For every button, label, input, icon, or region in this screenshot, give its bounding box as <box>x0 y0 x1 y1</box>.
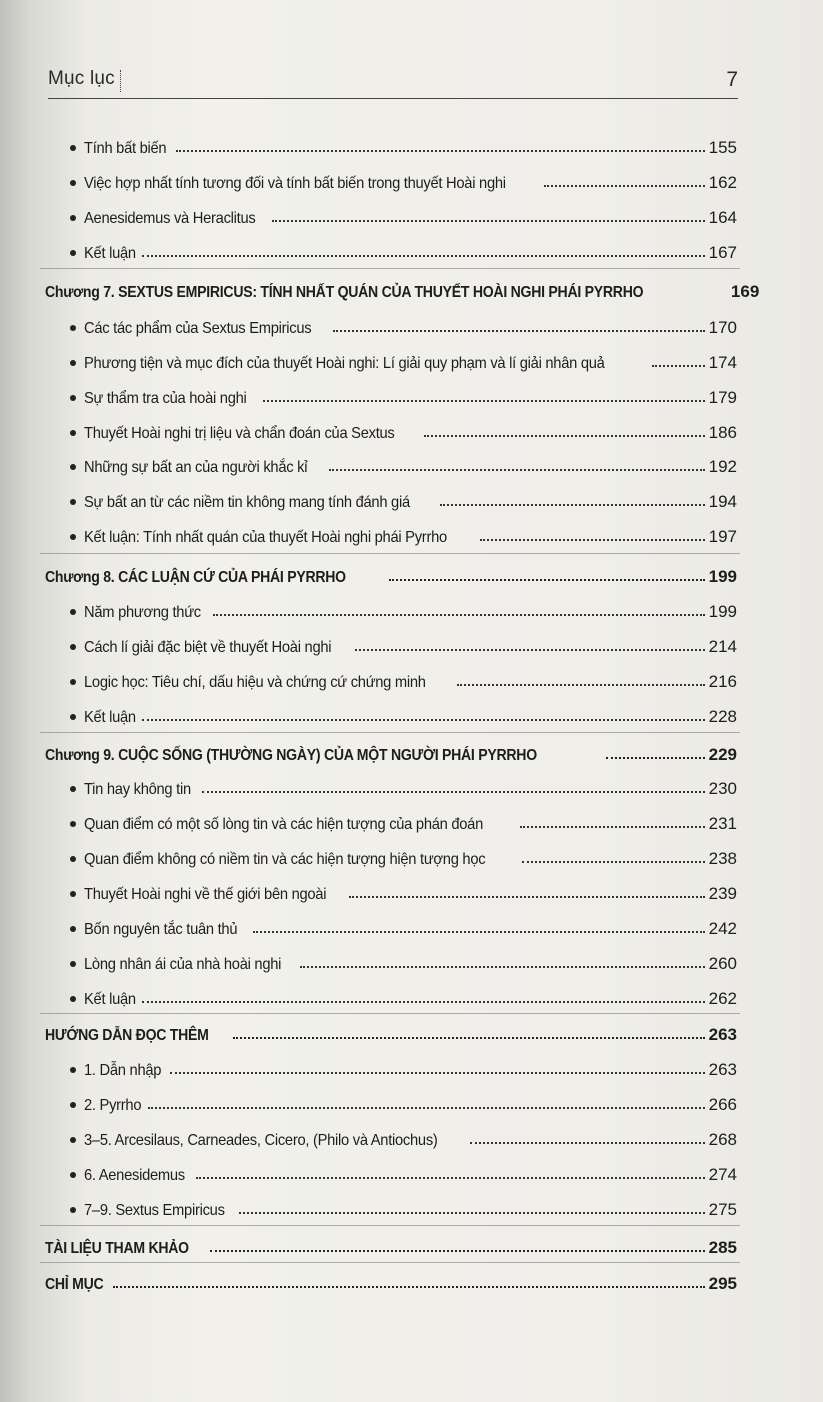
section-divider <box>40 1225 740 1226</box>
toc-item[interactable] <box>70 1190 737 1220</box>
bullet-icon <box>70 180 76 186</box>
section-title: TÀI LIỆU THAM KHẢO <box>45 1240 189 1257</box>
toc-item[interactable] <box>70 343 737 373</box>
toc-item-label: Kết luận: Tính nhất quán của thuyết Hoài nghi phái Pyrrho <box>84 529 447 546</box>
bullet-icon <box>70 1137 76 1143</box>
bullet-icon <box>70 996 76 1002</box>
toc-item-page: 266 <box>708 1095 737 1114</box>
toc-item-page: 170 <box>708 318 737 337</box>
section-divider <box>40 1013 740 1014</box>
section-page: 263 <box>708 1025 737 1044</box>
bullet-icon <box>70 644 76 650</box>
toc-item-label: Tính bất biến <box>84 140 167 157</box>
section-divider <box>40 553 740 554</box>
dot-leader <box>457 684 704 686</box>
toc-item-page: 263 <box>708 1060 737 1079</box>
chapter-title: Chương 9. CUỘC SỐNG (THƯỜNG NGÀY) CỦA MỘT NGƯỜI PHÁI PYRRHO <box>45 747 537 764</box>
toc-item-label: Phương tiện và mục đích của thuyết Hoài nghi: Lí giải quy phạm và lí giải nhân quả <box>84 355 605 372</box>
section-divider <box>40 732 740 733</box>
bullet-icon <box>70 1067 76 1073</box>
bullet-icon <box>70 1102 76 1108</box>
toc-item-label: Sự bất an từ các niềm tin không mang tính đánh giá <box>84 494 410 511</box>
bullet-icon <box>70 786 76 792</box>
toc-item-label: Tin hay không tin <box>84 781 191 798</box>
bullet-icon <box>70 926 76 932</box>
toc-item[interactable] <box>70 308 737 338</box>
toc-item[interactable] <box>70 979 737 1009</box>
toc-item[interactable] <box>70 944 737 974</box>
dot-leader <box>142 1001 704 1003</box>
dot-leader <box>253 931 705 933</box>
section-title: HƯỚNG DẪN ĐỌC THÊM <box>45 1027 209 1044</box>
section-page: 285 <box>708 1238 737 1257</box>
bullet-icon <box>70 250 76 256</box>
toc-item-page: 186 <box>708 423 737 442</box>
toc-item-label: Kết luận <box>84 709 136 726</box>
toc-item-label: Thuyết Hoài nghi trị liệu và chẩn đoán của Sextus <box>84 425 395 442</box>
toc-further-reading[interactable] <box>45 1015 737 1045</box>
toc-item[interactable] <box>70 909 737 939</box>
chapter-page: 199 <box>708 567 737 586</box>
toc-item-label: Bốn nguyên tắc tuân thủ <box>84 921 238 938</box>
bullet-icon <box>70 215 76 221</box>
dot-leader <box>263 400 705 402</box>
dot-leader <box>142 719 704 721</box>
header-title: Mục lục <box>48 68 115 89</box>
toc-index[interactable] <box>45 1264 737 1294</box>
toc-item[interactable] <box>70 874 737 904</box>
bullet-icon <box>70 1172 76 1178</box>
toc-item-label: Năm phương thức <box>84 604 201 621</box>
toc-item-page: 228 <box>708 707 737 726</box>
toc-item-label: Logic học: Tiêu chí, dấu hiệu và chứng cứ chứng minh <box>84 674 426 691</box>
bullet-icon <box>70 360 76 366</box>
bullet-icon <box>70 891 76 897</box>
toc-item-page: 179 <box>708 388 737 407</box>
dot-leader <box>170 1072 705 1074</box>
toc-item-page: 268 <box>708 1130 737 1149</box>
chapter-page: 169 <box>730 282 760 301</box>
toc-item-label: Quan điểm có một số lòng tin và các hiện tượng của phán đoán <box>84 816 484 833</box>
toc-item-page: 199 <box>708 602 737 621</box>
toc-item[interactable] <box>70 592 737 622</box>
dot-leader <box>142 255 704 257</box>
toc-item-label: 7–9. Sextus Empiricus <box>84 1202 225 1219</box>
toc-item-page: 239 <box>708 884 737 903</box>
dot-leader <box>424 435 705 437</box>
toc-item-page: 275 <box>708 1200 737 1219</box>
toc-item[interactable] <box>70 662 737 692</box>
toc-item[interactable] <box>70 163 737 193</box>
dot-leader <box>272 220 704 222</box>
toc-item-page: 216 <box>708 672 737 691</box>
toc-item-page: 155 <box>708 138 737 157</box>
toc-item-label: Quan điểm không có niềm tin và các hiện tượng hiện tượng học <box>84 851 486 868</box>
dot-leader <box>652 365 705 367</box>
toc-item[interactable] <box>70 517 737 547</box>
toc-item-page: 238 <box>708 849 737 868</box>
dot-leader <box>329 469 705 471</box>
header-page-number: 7 <box>726 68 738 91</box>
dot-leader <box>544 185 704 187</box>
dot-leader <box>349 896 704 898</box>
toc-item[interactable] <box>70 839 737 869</box>
dot-leader <box>213 614 705 616</box>
chapter-page: 229 <box>708 745 737 764</box>
toc-chapter-8[interactable] <box>45 557 737 587</box>
dot-leader <box>606 757 705 759</box>
toc-item[interactable] <box>70 1050 737 1080</box>
bullet-icon <box>70 325 76 331</box>
section-title: CHỈ MỤC <box>45 1276 104 1293</box>
toc-item[interactable] <box>70 769 737 799</box>
dot-leader <box>389 579 705 581</box>
toc-item[interactable] <box>70 447 737 477</box>
toc-item-label: Thuyết Hoài nghi về thế giới bên ngoài <box>84 886 327 903</box>
bullet-icon <box>70 395 76 401</box>
toc-item-page: 162 <box>708 173 737 192</box>
bullet-icon <box>70 679 76 685</box>
section-divider <box>40 1262 740 1263</box>
dot-leader <box>480 539 704 541</box>
toc-item-page: 262 <box>708 989 737 1008</box>
dot-leader <box>522 861 704 863</box>
dot-leader <box>470 1142 704 1144</box>
dot-leader <box>239 1212 705 1214</box>
bullet-icon <box>70 499 76 505</box>
toc-item[interactable] <box>70 378 737 408</box>
header-rule <box>48 98 738 99</box>
toc-item-label: 1. Dẫn nhập <box>84 1062 162 1079</box>
toc-item[interactable] <box>70 413 737 443</box>
toc-item-page: 274 <box>708 1165 737 1184</box>
bullet-icon <box>70 145 76 151</box>
toc-item-page: 197 <box>708 527 737 546</box>
section-divider <box>40 268 740 269</box>
bullet-icon <box>70 609 76 615</box>
toc-item[interactable] <box>70 233 737 263</box>
toc-item[interactable] <box>70 1120 737 1150</box>
bullet-icon <box>70 821 76 827</box>
dot-leader <box>196 1177 705 1179</box>
bullet-icon <box>70 464 76 470</box>
toc-references[interactable] <box>45 1228 737 1258</box>
toc-item-label: Việc hợp nhất tính tương đối và tính bất biến trong thuyết Hoài nghi <box>84 175 506 192</box>
toc-item-page: 231 <box>708 814 737 833</box>
bullet-icon <box>70 714 76 720</box>
toc-item[interactable] <box>70 128 737 158</box>
dot-leader <box>520 826 705 828</box>
chapter-title: Chương 7. SEXTUS EMPIRICUS: TÍNH NHẤT QUÁN CỦA THUYẾT HOÀI NGHI PHÁI PYRRHO <box>45 284 644 301</box>
dot-leader <box>148 1107 704 1109</box>
toc-item-label: Kết luận <box>84 991 136 1008</box>
toc-item-page: 230 <box>708 779 737 798</box>
toc-item-page: 167 <box>708 243 737 262</box>
page-header <box>48 66 738 102</box>
toc-chapter-9[interactable] <box>45 735 737 765</box>
toc-item[interactable] <box>70 1155 737 1185</box>
toc-item-page: 174 <box>708 353 737 372</box>
toc-item-page: 194 <box>708 492 737 511</box>
toc-item-label: Những sự bất an của người khắc kỉ <box>84 459 308 476</box>
toc-item-label: 3–5. Arcesilaus, Carneades, Cicero, (Philo và Antiochus) <box>84 1132 438 1149</box>
toc-item[interactable] <box>70 697 737 727</box>
bullet-icon <box>70 1207 76 1213</box>
toc-item[interactable] <box>70 804 737 834</box>
dot-leader <box>333 330 705 332</box>
toc-item-label: Kết luận <box>84 245 136 262</box>
bullet-icon <box>70 961 76 967</box>
toc-item-label: 2. Pyrrho <box>84 1097 142 1114</box>
toc-item-label: 6. Aenesidemus <box>84 1167 185 1184</box>
toc-item[interactable] <box>70 1085 737 1115</box>
toc-item-label: Cách lí giải đặc biệt về thuyết Hoài nghi <box>84 639 332 656</box>
toc-item-page: 164 <box>708 208 737 227</box>
bullet-icon <box>70 856 76 862</box>
dot-leader <box>440 504 704 506</box>
bullet-icon <box>70 430 76 436</box>
toc-item-label: Sự thẩm tra của hoài nghi <box>84 390 247 407</box>
dot-leader <box>355 649 705 651</box>
toc-item-label: Lòng nhân ái của nhà hoài nghi <box>84 956 282 973</box>
toc-item-label: Aenesidemus và Heraclitus <box>84 210 256 227</box>
toc-item-page: 192 <box>708 457 737 476</box>
dot-leader <box>300 966 704 968</box>
dot-leader <box>210 1250 704 1252</box>
toc-item-page: 214 <box>708 637 737 656</box>
dot-leader <box>233 1037 705 1039</box>
dot-leader <box>113 1286 704 1288</box>
header-separator <box>120 70 121 92</box>
toc-item[interactable] <box>70 482 737 512</box>
toc-item-page: 260 <box>708 954 737 973</box>
chapter-title: Chương 8. CÁC LUẬN CỨ CỦA PHÁI PYRRHO <box>45 569 346 586</box>
toc-item[interactable] <box>70 627 737 657</box>
section-page: 295 <box>708 1274 737 1293</box>
dot-leader <box>202 791 704 793</box>
toc-chapter-7[interactable] <box>45 272 760 302</box>
toc-item-page: 242 <box>708 919 737 938</box>
toc-item-label: Các tác phẩm của Sextus Empiricus <box>84 320 312 337</box>
dot-leader <box>176 150 705 152</box>
bullet-icon <box>70 534 76 540</box>
toc-item[interactable] <box>70 198 737 228</box>
